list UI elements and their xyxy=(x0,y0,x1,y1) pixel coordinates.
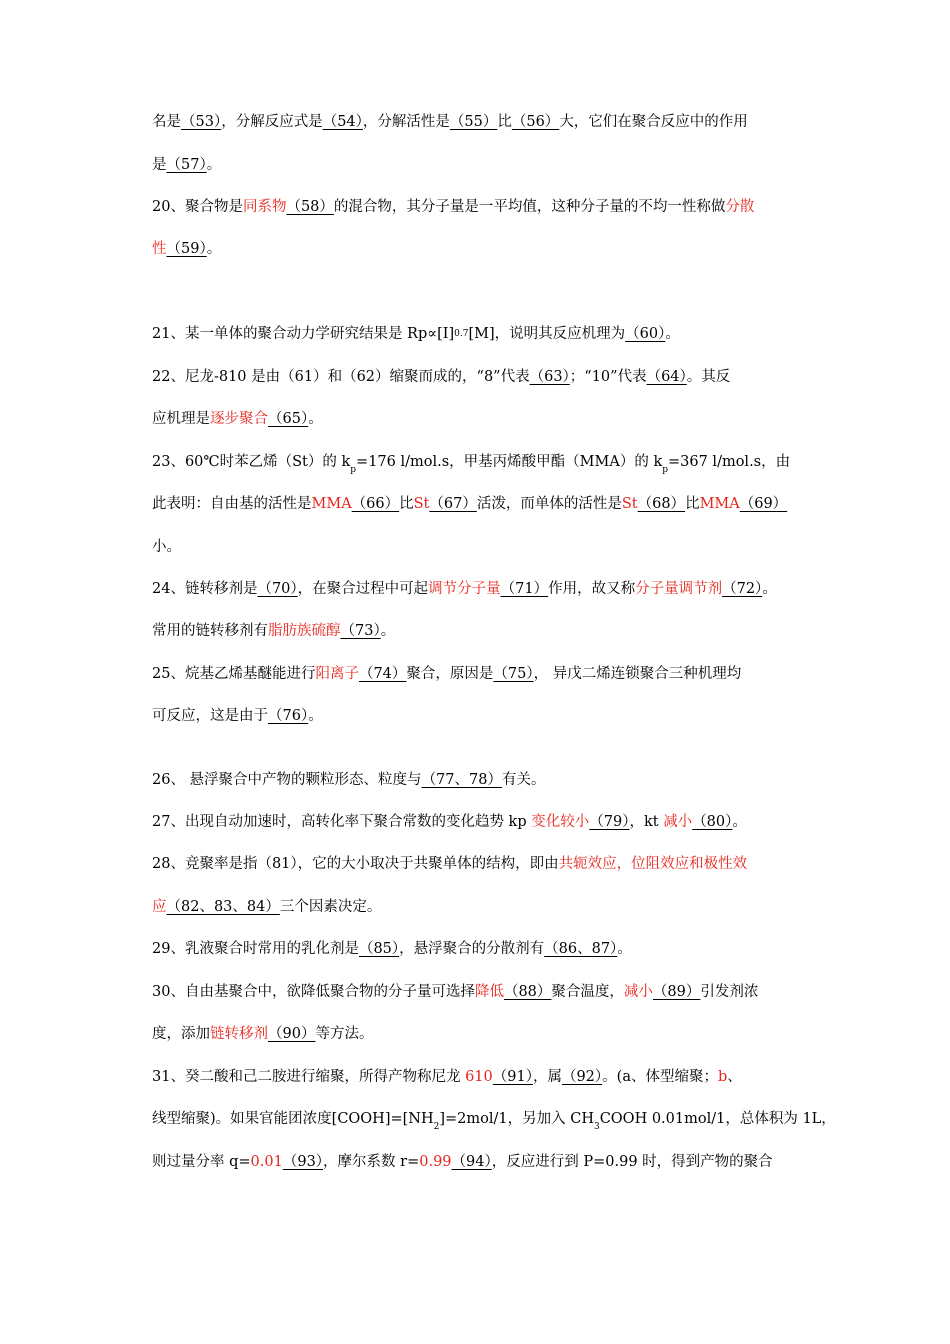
answer-89: 减小 xyxy=(623,984,653,1000)
blank-66: （66） xyxy=(351,496,400,512)
question-25-cont: 可反应，这是由于（76）。 xyxy=(152,708,323,724)
answer-94: 0.99 xyxy=(419,1154,452,1170)
question-20-cont: 性（59）。 xyxy=(152,241,222,257)
answer-91: 610 xyxy=(465,1069,493,1085)
question-21: 21、某一单体的聚合动力学研究结果是 Rp∝[I]0.7[M]，说明其反应机理为（60）。 xyxy=(152,326,680,342)
answer-67: St xyxy=(413,496,430,512)
answer-74: 阳离子 xyxy=(315,666,359,682)
question-23: 23、60℃时苯乙烯（St）的 $k_p=176$ l/mol.s，甲基丙烯酸甲酯（MMA）的 $k_p=367$ l/mol.s，由 xyxy=(152,454,791,475)
answer-82-84-part2: 应 xyxy=(152,899,167,915)
blank-73: （73） xyxy=(340,623,381,639)
blank-91: （91） xyxy=(492,1069,533,1085)
blank-60: （60） xyxy=(625,326,666,342)
question-31: 31、癸二酸和己二胺进行缩聚，所得产物称尼龙 610（91），属（92）。(a、体型缩聚；b、 xyxy=(152,1069,742,1085)
question-29: 29、乳液聚合时常用的乳化剂是（85），悬浮聚合的分散剂有（86、87）。 xyxy=(152,941,632,957)
answer-66: MMA xyxy=(311,496,352,512)
answer-73: 脂肪族硫醇 xyxy=(268,623,341,639)
blank-90: （90） xyxy=(268,1026,316,1042)
answer-79: 变化较小 xyxy=(531,814,590,830)
answer-69: MMA xyxy=(699,496,740,512)
question-27: 27、出现自动加速时，高转化率下聚合常数的变化趋势 kp 变化较小（79），kt 减小（80）。 xyxy=(152,814,747,830)
answer-80: 减小 xyxy=(663,814,693,830)
question-28: 28、竞聚率是指（81），它的大小取决于共聚单体的结构，即由共轭效应，位阻效应和极性效 xyxy=(152,856,748,872)
text-line-53-56: 名是（53），分解反应式是（54），分解活性是（55）比（56）大，它们在聚合反应中的作用 xyxy=(152,114,748,130)
answer-82-84-part1: 共轭效应，位阻效应和极性效 xyxy=(558,856,748,872)
answer-58: 同系物 xyxy=(242,199,287,215)
blank-58: （58） xyxy=(286,199,334,215)
answer-72: 分子量调节剂 xyxy=(635,581,723,597)
blank-59: （59） xyxy=(166,241,207,257)
blank-94: （94） xyxy=(451,1154,492,1170)
question-30: 30、自由基聚合中，欲降低聚合物的分子量可选择降低（88）聚合温度，减小（89）引发剂浓 xyxy=(152,984,759,1000)
question-24: 24、链转移剂是（70），在聚合过程中可起调节分子量（71）作用，故又称分子量调节剂（72）。 xyxy=(152,581,777,597)
blank-57: （57） xyxy=(166,157,207,173)
blank-65: （65） xyxy=(268,411,309,427)
answer-92: b xyxy=(717,1069,728,1085)
blank-71: （71） xyxy=(500,581,549,597)
blank-55: （55） xyxy=(449,114,498,130)
question-22: 22、尼龙-810 是由（61）和（62）缩聚而成的，“8”代表（63）；“10”代表（64）。其反 xyxy=(152,369,731,385)
blank-77-78: （77、78） xyxy=(421,772,502,788)
question-31-cont2: 则过量分率 q=0.01（93），摩尔系数 r=0.99（94），反应进行到 P=0.99 时，得到产物的聚合 xyxy=(152,1154,773,1170)
answer-88: 降低 xyxy=(474,984,504,1000)
question-30-cont: 度，添加链转移剂（90）等方法。 xyxy=(152,1026,374,1042)
blank-82-84: （82、83、84） xyxy=(166,899,280,915)
blank-86-87: （86、87） xyxy=(544,941,618,957)
blank-85: （85） xyxy=(358,941,400,957)
answer-68: St xyxy=(621,496,638,512)
question-25: 25、烷基乙烯基醚能进行阳离子（74）聚合，原因是（75）， 异戊二烯连锁聚合三种机理均 xyxy=(152,666,742,682)
question-24-cont: 常用的链转移剂有脂肪族硫醇（73）。 xyxy=(152,623,396,639)
blank-56: （56） xyxy=(511,114,560,130)
blank-92: （92） xyxy=(561,1069,603,1085)
blank-89: （89） xyxy=(652,984,701,1000)
answer-59-part2: 性 xyxy=(152,241,167,257)
blank-72: （72） xyxy=(722,581,763,597)
blank-75: （75） xyxy=(493,666,534,682)
blank-63: （63） xyxy=(529,369,570,385)
blank-79: （79） xyxy=(589,814,630,830)
question-20: 20、聚合物是同系物（58）的混合物，其分子量是一平均值，这种分子量的不均一性称做分散 xyxy=(152,199,755,215)
answer-65: 逐步聚合 xyxy=(210,411,268,427)
blank-74: （74） xyxy=(358,666,407,682)
question-31-cont: 线型缩聚)。如果官能团浓度$[COOH]=[NH_2]=2mol/1$，另加入 $CH_3COOH$ 0.01mol/1，总体积为 1L， xyxy=(152,1111,836,1132)
answer-93: 0.01 xyxy=(250,1154,283,1170)
blank-69: （69） xyxy=(739,496,788,512)
question-22-cont: 应机理是逐步聚合（65）。 xyxy=(152,411,323,427)
answer-71: 调节分子量 xyxy=(428,581,501,597)
blank-93: （93） xyxy=(282,1154,324,1170)
blank-67: （67） xyxy=(429,496,477,512)
question-26: 26、 悬浮聚合中产物的颗粒形态、粒度与（77、78）有关。 xyxy=(152,772,546,788)
question-23-cont: 此表明：自由基的活性是MMA（66）比St（67）活泼，而单体的活性是St（68）比MMA（69） xyxy=(152,496,788,512)
blank-54: （54） xyxy=(322,114,363,130)
blank-70: （70） xyxy=(257,581,298,597)
blank-53: （53） xyxy=(181,114,222,130)
answer-90: 链转移剂 xyxy=(210,1026,268,1042)
question-23-end: 小。 xyxy=(152,539,181,555)
text-line-57: 是（57）。 xyxy=(152,157,222,173)
blank-76: （76） xyxy=(268,708,309,724)
question-28-cont: 应（82、83、84）三个因素决定。 xyxy=(152,899,382,915)
blank-80: （80） xyxy=(692,814,733,830)
answer-59-part1: 分散 xyxy=(725,199,755,215)
blank-88: （88） xyxy=(503,984,552,1000)
blank-64: （64） xyxy=(646,369,687,385)
blank-68: （68） xyxy=(637,496,686,512)
